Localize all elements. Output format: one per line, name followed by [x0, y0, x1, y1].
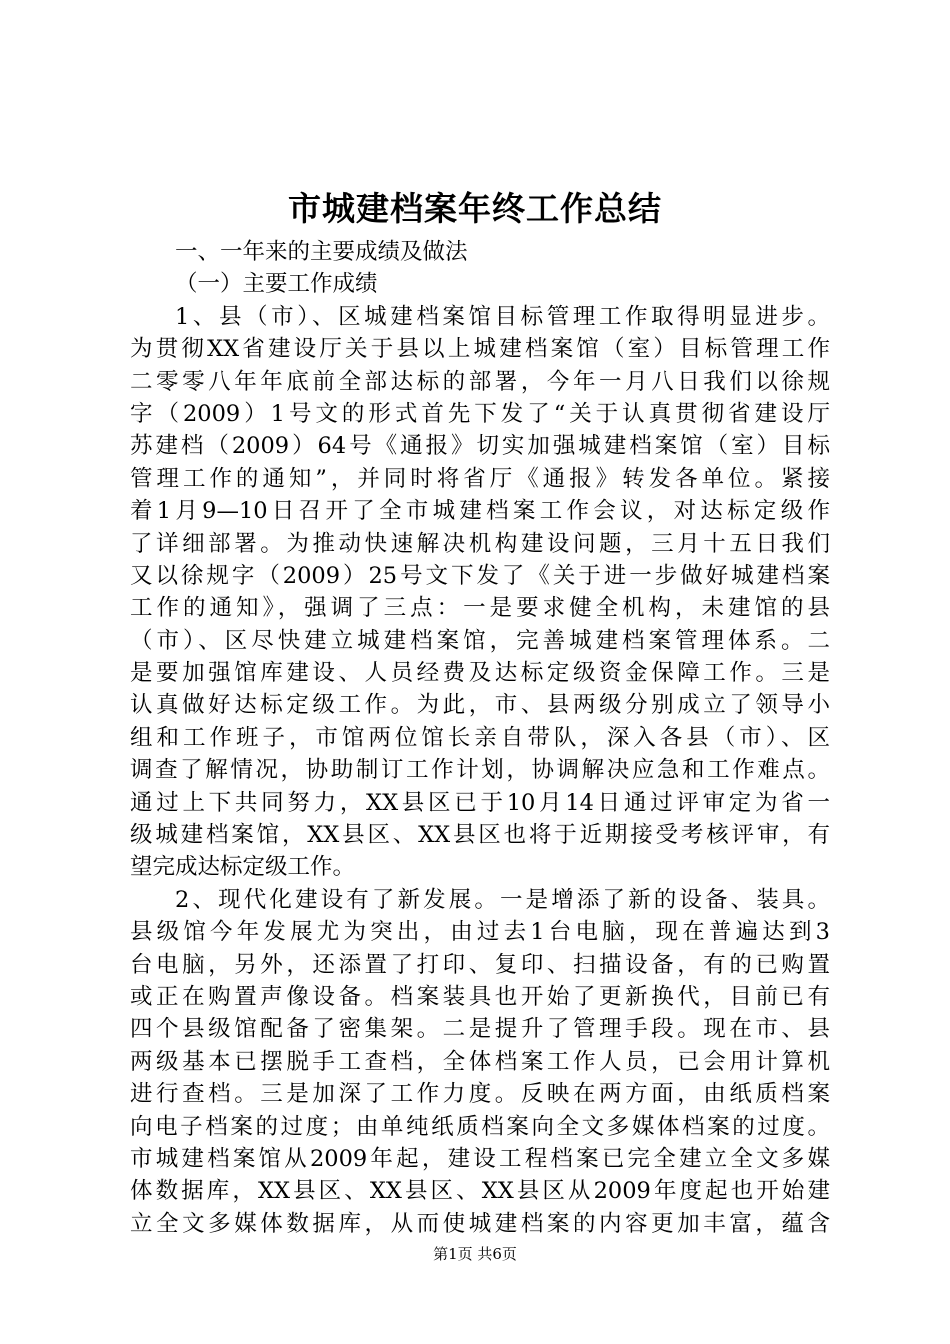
text-line: 两级基本已摆脱手工查档，全体档案工作人员，已会用计算机 [130, 1048, 830, 1075]
text-line: 又以徐规字（2009）25号文下发了《关于进一步做好城建档案 [130, 562, 830, 589]
text-line: 立全文多媒体数据库，从而使城建档案的内容更加丰富，蕴含 [130, 1210, 830, 1237]
text-line: 苏建档（2009）64号《通报》切实加强城建档案馆（室）目标 [130, 433, 830, 460]
text-line: 字（2009）1号文的形式首先下发了“关于认真贯彻省建设厅 [130, 400, 830, 427]
text-line: 望完成达标定级工作。 [130, 854, 356, 881]
text-line: 体数据库，XX县区、XX县区、XX县区从2009年度起也开始建 [130, 1178, 830, 1205]
document-title: 市城建档案年终工作总结 [288, 189, 662, 228]
text-line: 组和工作班子，市馆两位馆长亲自带队，深入各县（市）、区 [130, 724, 830, 751]
text-line: 二零零八年年底前全部达标的部署，今年一月八日我们以徐规 [130, 368, 830, 395]
text-line: 向电子档案的过度；由单纯纸质档案向全文多媒体档案的过度。 [130, 1113, 830, 1140]
text-line: 四个县级馆配备了密集架。二是提升了管理手段。现在市、县 [130, 1016, 830, 1043]
text-line: 2、现代化建设有了新发展。一是增添了新的设备、装具。 [175, 886, 830, 913]
text-line: 调查了解情况，协助制订工作计划，协调解决应急和工作难点。 [130, 757, 830, 784]
document-body [130, 236, 830, 1240]
text-line: （一）主要工作成绩 [175, 271, 378, 298]
text-line: （市）、区尽快建立城建档案馆，完善城建档案管理体系。二 [130, 627, 830, 654]
text-line: 或正在购置声像设备。档案装具也开始了更新换代，目前已有 [130, 983, 830, 1010]
text-line: 了详细部署。为推动快速解决机构建设问题，三月十五日我们 [130, 530, 830, 557]
text-line: 为贯彻XX省建设厅关于县以上城建档案馆（室）目标管理工作 [130, 336, 830, 363]
text-line: 市城建档案馆从2009年起，建设工程档案已完全建立全文多媒 [130, 1145, 830, 1172]
text-line: 台电脑，另外，还添置了打印、复印、扫描设备，有的已购置 [130, 951, 830, 978]
page-footer: 第1页 共6页 [433, 1245, 517, 1263]
text-line: 县级馆今年发展尤为突出，由过去1台电脑，现在普遍达到3 [130, 919, 830, 946]
text-line: 通过上下共同努力，XX县区已于10月14日通过评审定为省一 [130, 789, 830, 816]
text-line: 管理工作的通知”，并同时将省厅《通报》转发各单位。紧接 [130, 465, 830, 492]
text-line: 一、一年来的主要成绩及做法 [175, 239, 468, 265]
text-line: 1、县（市）、区城建档案馆目标管理工作取得明显进步。 [175, 303, 830, 330]
text-line: 工作的通知》，强调了三点：一是要求健全机构，未建馆的县 [130, 595, 830, 622]
text-line: 进行查档。三是加深了工作力度。反映在两方面，由纸质档案 [130, 1081, 830, 1108]
text-line: 认真做好达标定级工作。为此，市、县两级分别成立了领导小 [130, 692, 830, 719]
text-line: 是要加强馆库建设、人员经费及达标定级资金保障工作。三是 [130, 660, 830, 687]
text-line: 着1月9—10日召开了全市城建档案工作会议，对达标定级作 [130, 498, 830, 525]
text-line: 级城建档案馆，XX县区、XX县区也将于近期接受考核评审，有 [130, 822, 830, 849]
